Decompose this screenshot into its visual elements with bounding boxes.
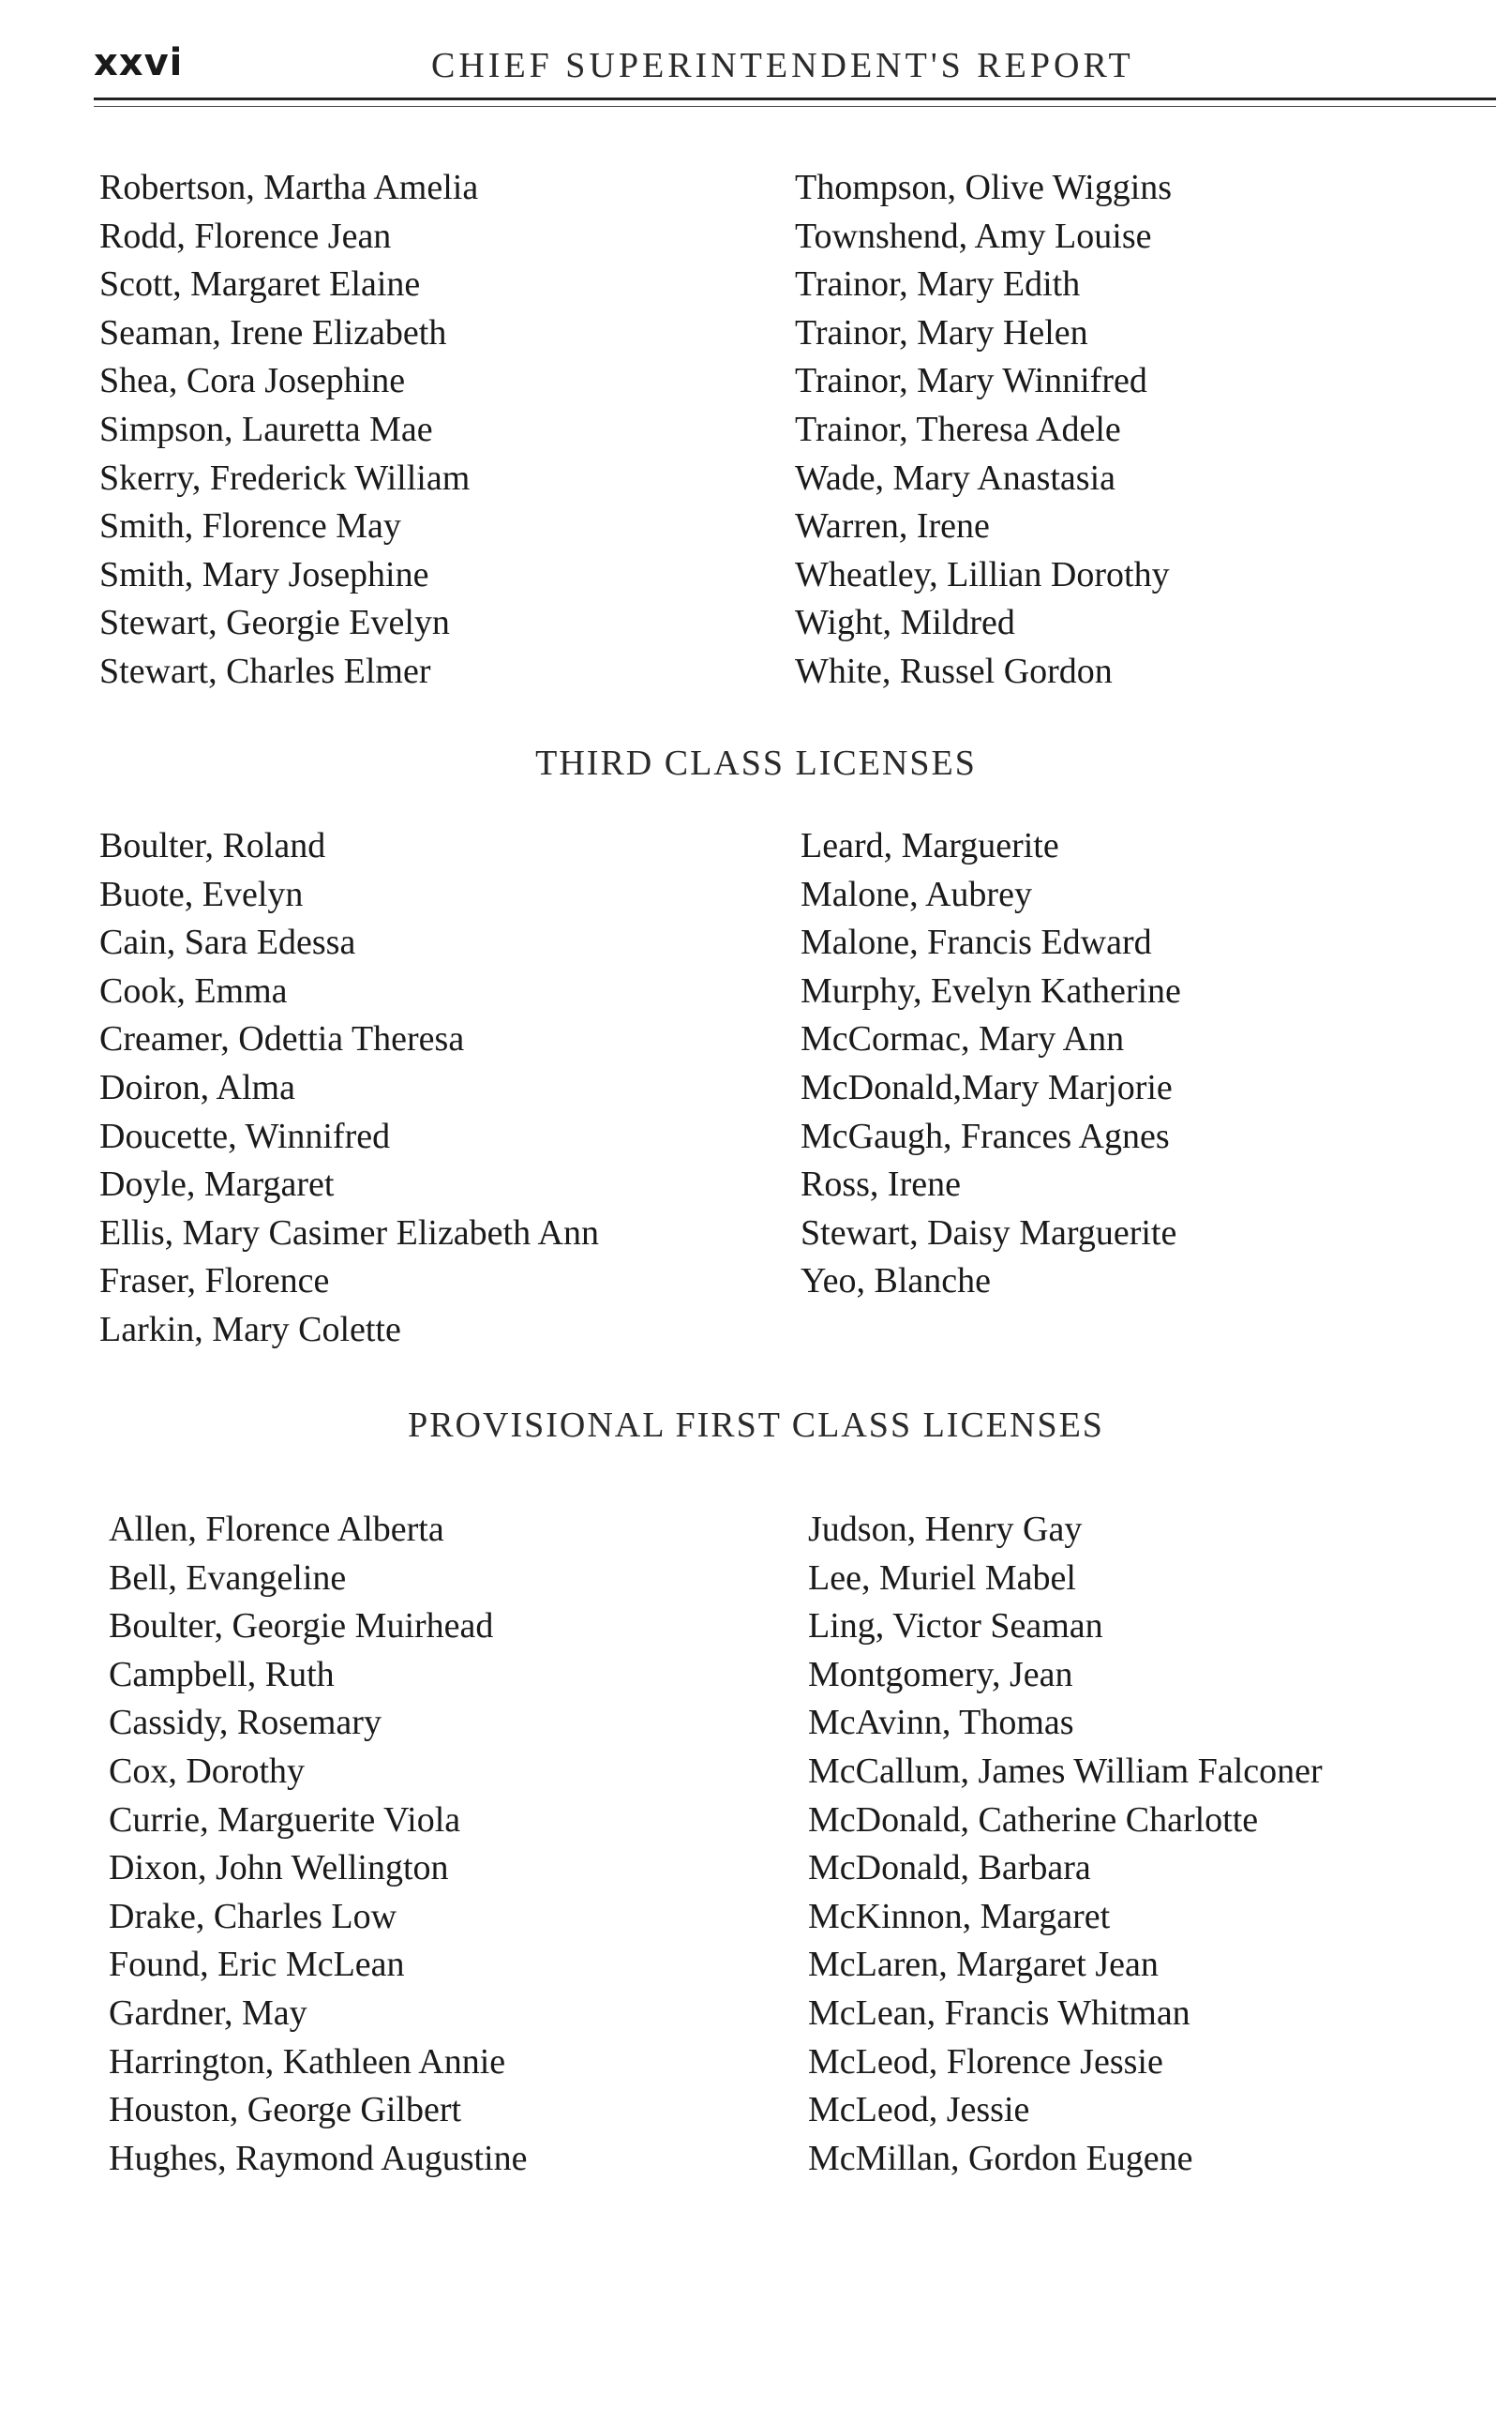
list-item: Cain, Sara Edessa: [99, 923, 356, 963]
list-item: Doiron, Alma: [99, 1067, 295, 1107]
continued-list-left: [99, 164, 478, 697]
list-item: McCallum, James William Falconer: [808, 1751, 1323, 1791]
list-item: Murphy, Evelyn Katherine: [801, 970, 1181, 1011]
list-item: McDonald,Mary Marjorie: [801, 1067, 1173, 1107]
list-item: McDonald, Catherine Charlotte: [808, 1799, 1259, 1840]
list-item: Houston, George Gilbert: [109, 2090, 462, 2130]
list-item: Fraser, Florence: [99, 1261, 330, 1301]
list-item: White, Russel Gordon: [795, 651, 1113, 691]
list-item: Leard, Marguerite: [801, 826, 1059, 865]
list-item: Montgomery, Jean: [808, 1654, 1073, 1694]
third-class-list-right: [801, 822, 1181, 1306]
header-rule: [94, 98, 1496, 100]
list-item: Judson, Henry Gay: [808, 1510, 1083, 1549]
list-item: Ellis, Mary Casimer Elizabeth Ann: [99, 1212, 599, 1253]
list-item: McLeod, Jessie: [808, 2090, 1030, 2130]
list-item: Cox, Dorothy: [109, 1751, 305, 1791]
list-item: Found, Eric McLean: [109, 1945, 405, 1985]
list-item: Malone, Aubrey: [801, 874, 1032, 914]
list-item: Scott, Margaret Elaine: [99, 264, 421, 305]
list-item: Cook, Emma: [99, 970, 288, 1011]
provisional-list-left: [109, 1506, 527, 2183]
list-item: Bell, Evangeline: [109, 1557, 347, 1598]
list-item: Wheatley, Lillian Dorothy: [795, 554, 1170, 594]
list-item: McCormac, Mary Ann: [801, 1019, 1125, 1060]
list-item: Trainor, Theresa Adele: [795, 409, 1121, 449]
list-item: McKinnon, Margaret: [808, 1896, 1111, 1936]
list-item: Hughes, Raymond Augustine: [109, 2138, 528, 2178]
list-item: Doucette, Winnifred: [99, 1116, 391, 1156]
list-item: Warren, Irene: [795, 506, 990, 547]
list-item: McGaugh, Frances Agnes: [801, 1116, 1170, 1156]
list-item: Dixon, John Wellington: [109, 1848, 449, 1888]
list-item: McLean, Francis Whitman: [808, 1992, 1190, 2033]
list-item: Larkin, Mary Colette: [99, 1309, 401, 1349]
list-item: Malone, Francis Edward: [801, 923, 1152, 963]
header-rule-thin: [94, 106, 1496, 107]
page-header: [94, 41, 1406, 98]
list-item: McAvinn, Thomas: [808, 1703, 1074, 1743]
running-title: CHIEF SUPERINTENDENT'S REPORT: [431, 46, 1134, 85]
list-item: Lee, Muriel Mabel: [808, 1557, 1076, 1598]
list-item: Stewart, Daisy Marguerite: [801, 1212, 1177, 1253]
provisional-list-right: [808, 1506, 1323, 2183]
list-item: Harrington, Kathleen Annie: [109, 2041, 506, 2082]
list-item: Seaman, Irene Elizabeth: [99, 312, 447, 353]
list-item: Shea, Cora Josephine: [99, 361, 406, 401]
list-item: Skerry, Frederick William: [99, 458, 471, 498]
list-item: Drake, Charles Low: [109, 1896, 397, 1936]
list-item: Ling, Victor Seaman: [808, 1606, 1103, 1647]
list-item: Cassidy, Rosemary: [109, 1703, 382, 1743]
list-item: Gardner, May: [109, 1992, 307, 2033]
list-item: Stewart, Charles Elmer: [99, 651, 431, 691]
list-item: Thompson, Olive Wiggins: [795, 168, 1173, 207]
provisional-first-class-heading: PROVISIONAL FIRST CLASS LICENSES: [408, 1406, 1104, 1445]
list-item: Allen, Florence Alberta: [109, 1510, 444, 1549]
third-class-list-left: [99, 822, 599, 1355]
list-item: Trainor, Mary Helen: [795, 312, 1088, 353]
page-number: xxvi: [94, 41, 184, 84]
list-item: Townshend, Amy Louise: [795, 216, 1152, 256]
list-item: Boulter, Georgie Muirhead: [109, 1606, 494, 1647]
list-item: McLaren, Margaret Jean: [808, 1945, 1159, 1985]
list-item: Creamer, Odettia Theresa: [99, 1019, 465, 1060]
list-item: Stewart, Georgie Evelyn: [99, 603, 450, 643]
list-item: Trainor, Mary Winnifred: [795, 361, 1147, 401]
list-item: Wight, Mildred: [795, 603, 1015, 643]
list-item: Campbell, Ruth: [109, 1654, 335, 1694]
list-item: McDonald, Barbara: [808, 1848, 1091, 1888]
list-item: Smith, Florence May: [99, 506, 401, 547]
continued-list-right: [795, 164, 1172, 697]
list-item: Buote, Evelyn: [99, 874, 304, 914]
list-item: Boulter, Roland: [99, 826, 326, 865]
list-item: Yeo, Blanche: [801, 1261, 992, 1301]
list-item: Doyle, Margaret: [99, 1165, 335, 1205]
list-item: McMillan, Gordon Eugene: [808, 2138, 1193, 2178]
list-item: Currie, Marguerite Viola: [109, 1799, 461, 1840]
list-item: McLeod, Florence Jessie: [808, 2041, 1163, 2082]
list-item: Ross, Irene: [801, 1165, 961, 1205]
list-item: Trainor, Mary Edith: [795, 264, 1081, 305]
list-item: Simpson, Lauretta Mae: [99, 409, 433, 449]
list-item: Smith, Mary Josephine: [99, 554, 429, 594]
third-class-heading: THIRD CLASS LICENSES: [535, 744, 977, 783]
list-item: Robertson, Martha Amelia: [99, 168, 479, 207]
list-item: Rodd, Florence Jean: [99, 216, 392, 256]
list-item: Wade, Mary Anastasia: [795, 458, 1115, 498]
